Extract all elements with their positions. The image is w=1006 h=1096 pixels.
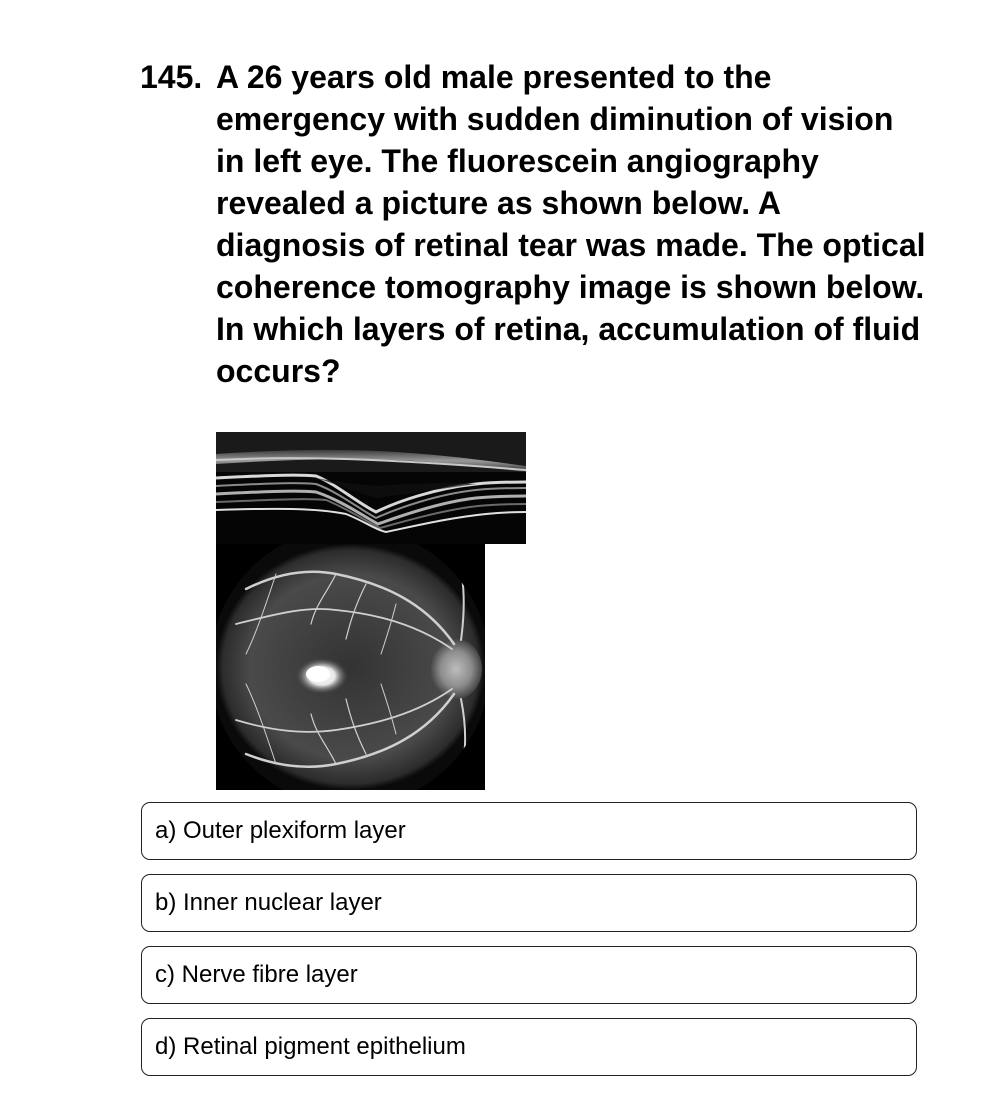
option-d-label: d) Retinal pigment epithelium <box>155 1033 466 1060</box>
option-d[interactable] <box>141 1018 917 1076</box>
question-number: 145. <box>140 59 203 95</box>
question-text: A 26 years old male presented to the emergency with sudden diminution of vision in left eye. The fluorescein angiography revealed a picture as shown below. A diagnosis of retinal tear was made. The optical coherence tomography image is shown below. In which layers of retina, accumulation of fluid occurs? <box>216 59 926 389</box>
option-a-label: a) Outer plexiform layer <box>155 817 406 844</box>
oct-scan-image <box>216 432 526 544</box>
option-b[interactable] <box>141 874 917 932</box>
option-c[interactable] <box>141 946 917 1004</box>
option-b-label: b) Inner nuclear layer <box>155 889 382 916</box>
option-c-label: c) Nerve fibre layer <box>155 961 358 988</box>
fluorescein-angiography-image <box>216 544 485 790</box>
answer-options <box>141 802 917 1090</box>
question <box>140 56 930 392</box>
option-a[interactable] <box>141 802 917 860</box>
